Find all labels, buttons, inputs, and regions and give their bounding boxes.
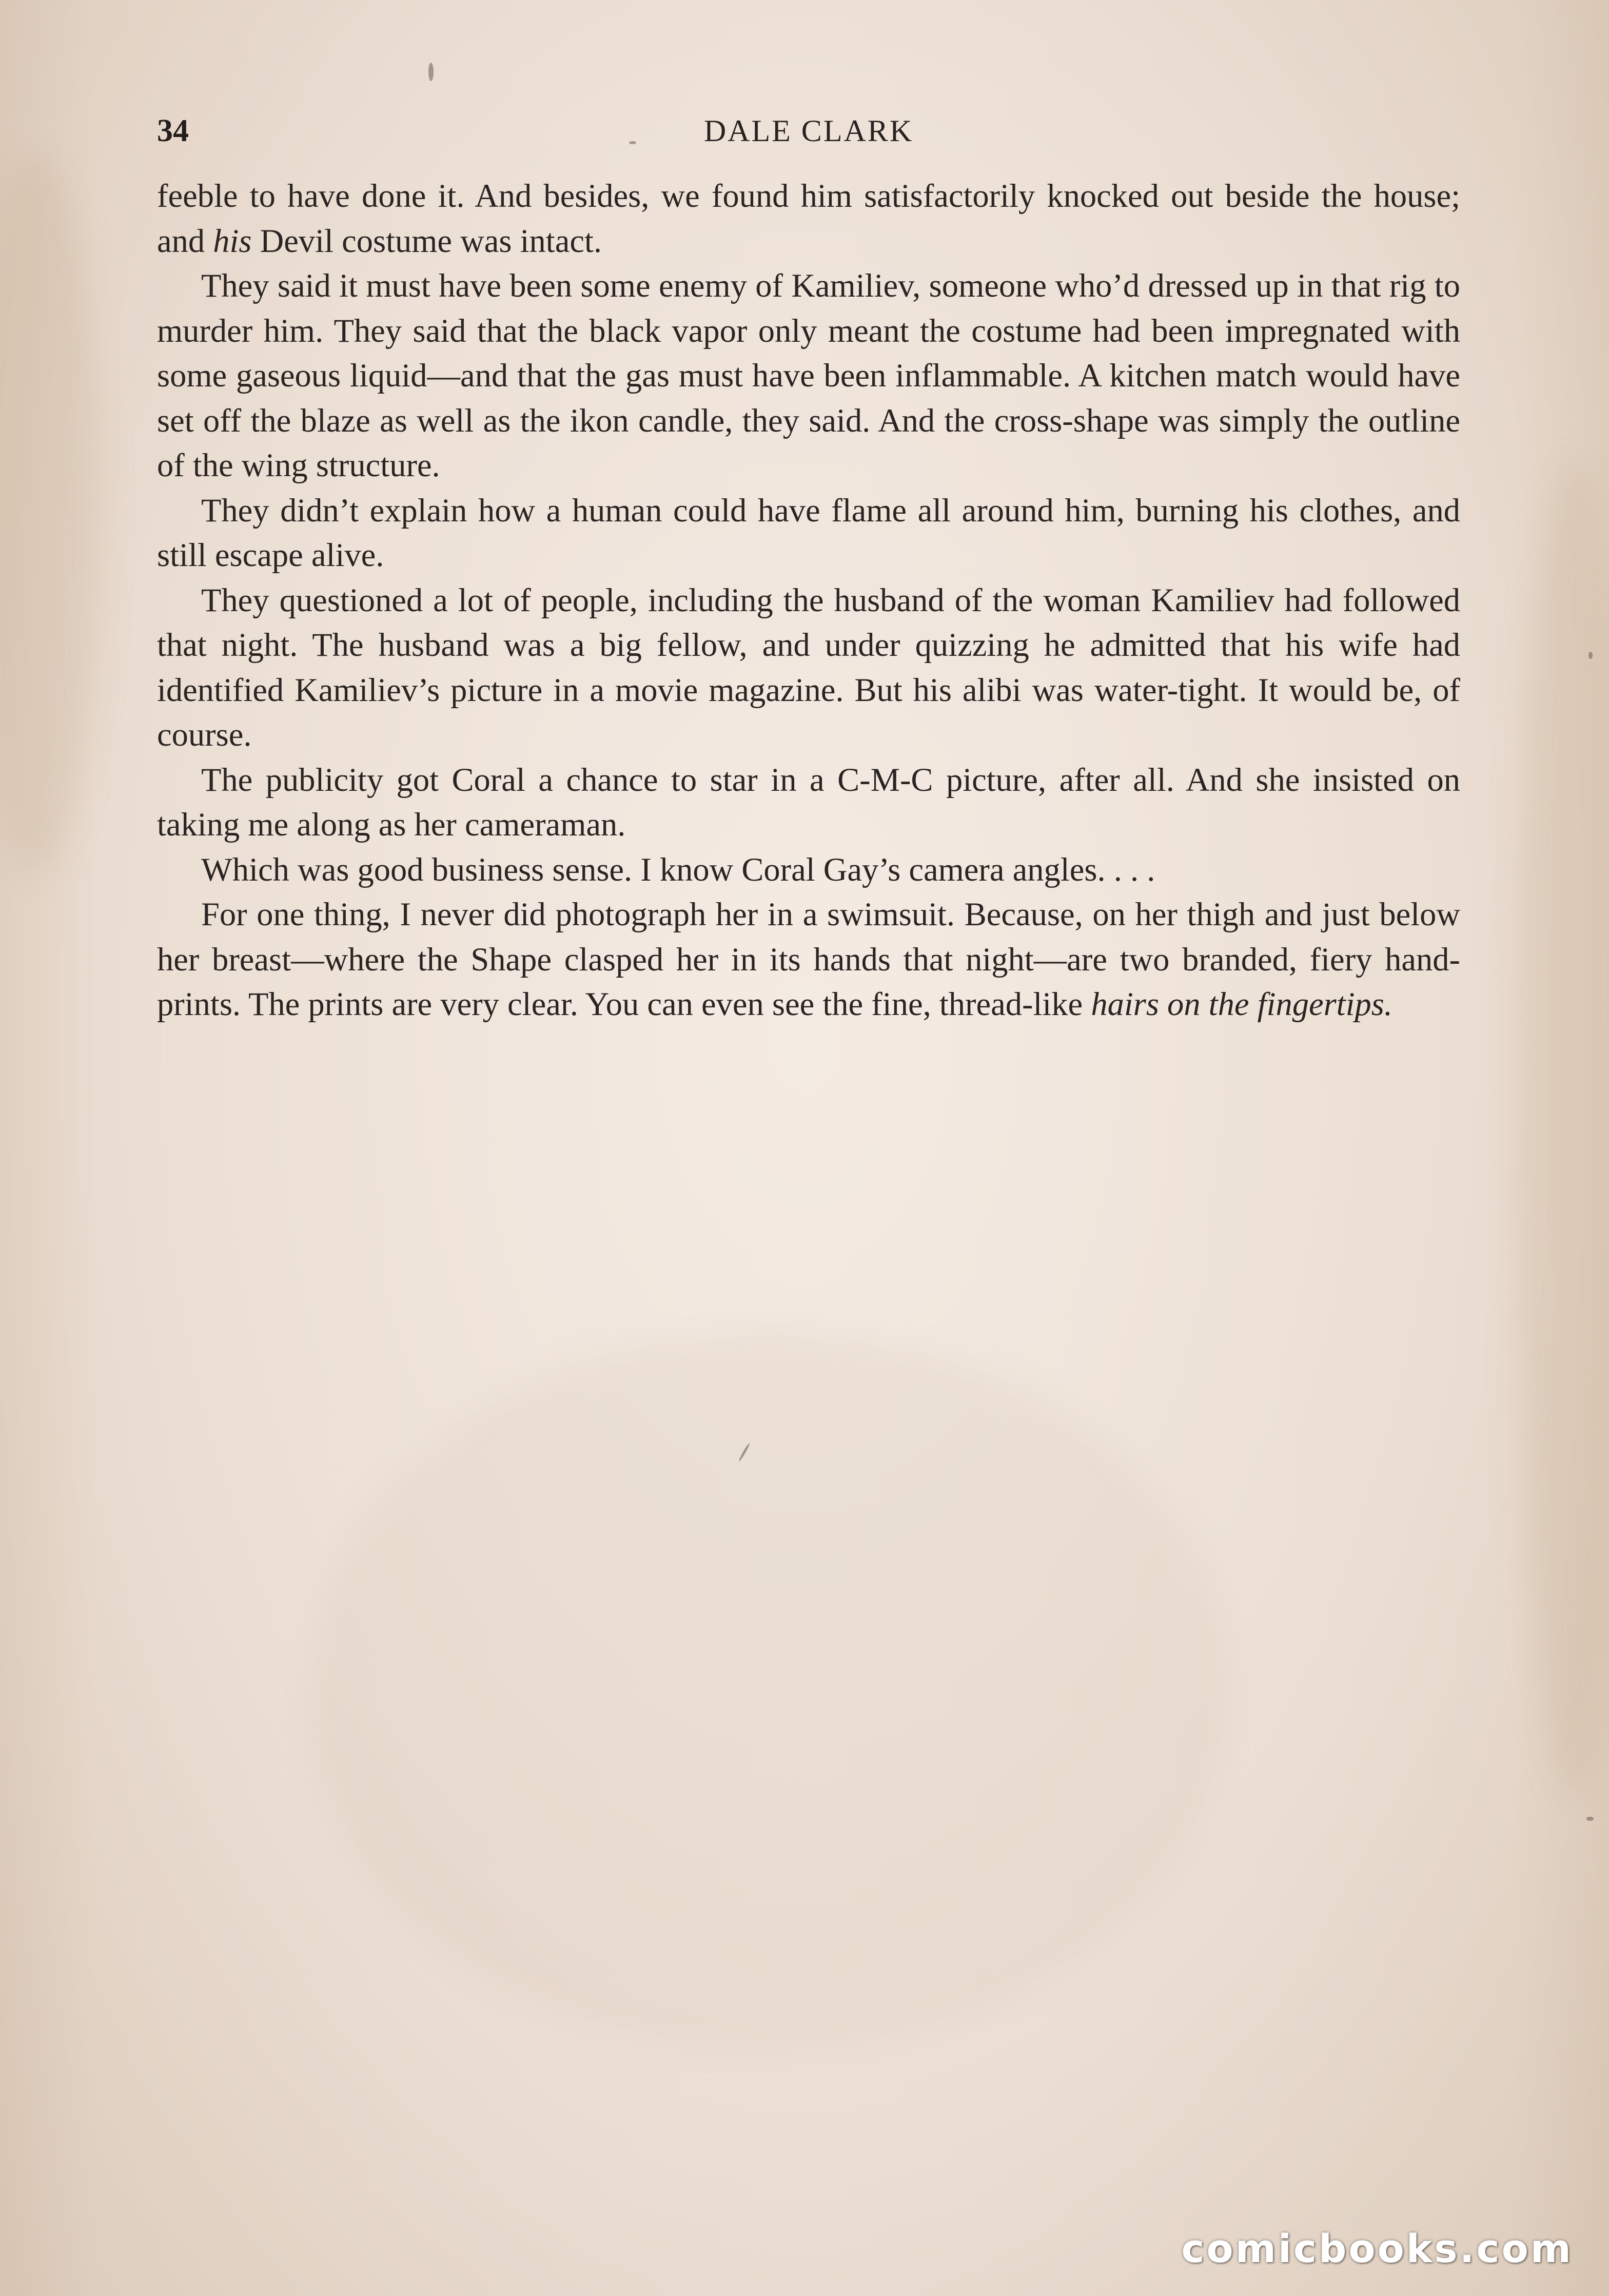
- paragraph: Which was good business sense. I know Coral Gay’s camera angles. . . .: [201, 851, 1155, 888]
- page-edge-stain: [0, 154, 103, 872]
- paragraph: [157, 892, 1460, 1027]
- paragraph-text: Devil costume was intact.: [251, 222, 602, 259]
- italic-text: his: [213, 222, 252, 259]
- page-number: 34: [157, 113, 189, 148]
- page-header: [157, 103, 1460, 159]
- watermark: comicbooks.com: [1181, 2226, 1573, 2271]
- paper-speck: [629, 141, 636, 144]
- paragraph: They questioned a lot of people, including the husband of the woman Kamiliev had followed that night. The husband was a big fellow, and under quizzing he admitted that his wife had identified Kamiliev’s picture in a movie magazine. But his alibi was water-tight. It would be, of course.: [157, 581, 1460, 753]
- paragraph: The publicity got Coral a chance to star in a C-M-C picture, after all. And she insisted on taking me along as her cameraman.: [157, 761, 1460, 843]
- paper-speck: [1586, 1817, 1594, 1821]
- page-edge-stain: [1514, 462, 1609, 1796]
- paragraph: [157, 173, 1460, 263]
- paragraph: They said it must have been some enemy of Kamiliev, someone who’d dressed up in that rig to murder him. They said that the black vapor only meant the costume had been impregnated with some gaseous liquid—and that the gas must have been inflammable. A kitchen match would have set off the blaze as well as the ikon candle, they said. And the cross-shape was simply the outline of the wing structure.: [157, 267, 1460, 483]
- paper-speck: [1588, 652, 1593, 659]
- paper-speck: [428, 63, 434, 81]
- body-text: [157, 173, 1460, 1027]
- paragraph-text: feeble to have done it. And besides, we found him satisfactorily knocked out beside the house; and: [157, 178, 1460, 259]
- paragraph: They didn’t explain how a human could have flame all around him, burning his clothes, and still escape alive.: [157, 492, 1460, 573]
- running-head: DALE CLARK: [703, 114, 914, 148]
- paragraph-text: For one thing, I never did photograph her in a swimsuit. Because, on her thigh and just below her breast—where the Shape clasped her in its hands that night—are two branded, fiery hand-prints. The prints are very clear. You can even see the fine, thread-like: [157, 896, 1460, 1022]
- italic-text: hairs on the fingertips.: [1091, 986, 1392, 1022]
- page-stain: [308, 1334, 1231, 2053]
